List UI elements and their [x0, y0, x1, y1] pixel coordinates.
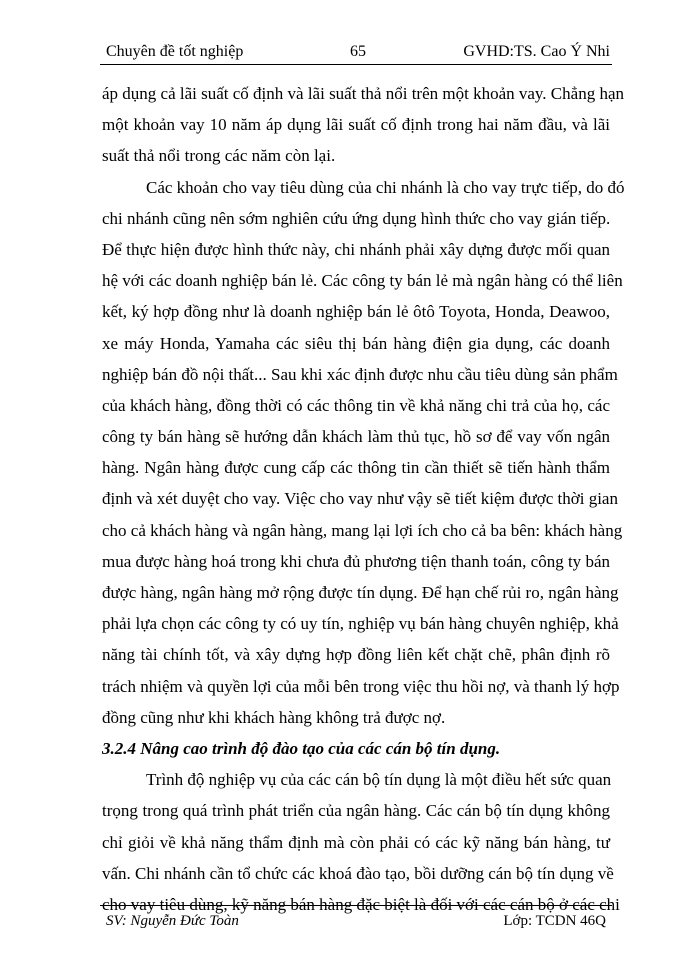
supervisor-name: GVHD:TS. Cao Ý Nhi [463, 43, 610, 60]
text-line: vấn. Chi nhánh cần tổ chức các khoá đào tạo, bồi dưỡng cán bộ tín dụng về [102, 863, 614, 883]
text-line: xe máy Honda, Yamaha các siêu thị bán hàng điện gia dụng, các doanh [102, 333, 610, 353]
page-header [100, 40, 612, 65]
text-line: mua được hàng hoá trong khi chưa đủ phương tiện thanh toán, công ty bán [102, 551, 610, 571]
text-line: chỉ giỏi về khả năng thẩm định mà còn phải có các kỹ năng bán hàng, tư [102, 832, 610, 852]
text-line: hệ với các doanh nghiệp bán lẻ. Các công ty bán lẻ mà ngân hàng có thể liên [102, 271, 623, 291]
text-line: một khoản vay 10 năm áp dụng lãi suất cố định trong hai năm đầu, và lãi [102, 115, 610, 135]
text-line: phải lựa chọn các công ty có uy tín, nghiệp vụ bán hàng chuyên nghiệp, khả [102, 614, 619, 634]
document-title: Chuyên đề tốt nghiệp [106, 43, 244, 60]
paragraph-2 [102, 172, 625, 733]
text-line: kết, ký hợp đồng như là doanh nghiệp bán lẻ ôtô Toyota, Honda, Deawoo, [102, 302, 610, 322]
text-line: cho cả khách hàng và ngân hàng, mang lại lợi ích cho cả ba bên: khách hàng [102, 520, 623, 540]
text-line: nghiệp bán đồ nội thất... Sau khi xác định được nhu cầu tiêu dùng sản phẩm [102, 364, 618, 384]
text-line: suất thả nổi trong các năm còn lại. [102, 146, 336, 166]
text-line: trách nhiệm và quyền lợi của mỗi bên trong việc thu hồi nợ, và thanh lý hợp [102, 676, 620, 696]
text-line: đồng cũng như khi khách hàng không trả được nợ. [102, 707, 446, 727]
page-footer [100, 905, 612, 930]
text-line: trọng trong quá trình phát triển của ngân hàng. Các cán bộ tín dụng không [102, 801, 610, 821]
text-line: Trình độ nghiệp vụ của các cán bộ tín dụng là một điều hết sức quan [146, 770, 612, 790]
text-line: hàng. Ngân hàng được cung cấp các thông tin cần thiết sẽ tiến hành thẩm [102, 458, 610, 478]
page-body [102, 78, 625, 920]
student-name: SV: Nguyễn Đức Toàn [106, 913, 239, 929]
class-name: Lớp: TCDN 46Q [503, 913, 606, 929]
text-line: được hàng, ngân hàng mở rộng được tín dụng. Để hạn chế rủi ro, ngân hàng [102, 583, 619, 602]
text-line: công ty bán hàng sẽ hướng dẫn khách làm thủ tục, hồ sơ để vay vốn ngân [102, 427, 610, 447]
text-line: Để thực hiện được hình thức này, chi nhánh phải xây dựng được mối quan [102, 239, 610, 259]
section-heading: 3.2.4 Nâng cao trình độ đào tạo của các cán bộ tín dụng. [102, 738, 501, 758]
text-line: năng tài chính tốt, và xây dựng hợp đồng liên kết chặt chẽ, phân định rõ [102, 645, 610, 665]
text-line: Các khoản cho vay tiêu dùng của chi nhánh là cho vay trực tiếp, do đó [146, 177, 625, 197]
page-number: 65 [350, 43, 366, 60]
text-line: chi nhánh cũng nên sớm nghiên cứu ứng dụng hình thức cho vay gián tiếp. [102, 208, 611, 228]
text-line: của khách hàng, đồng thời có các thông tin về khả năng chi trả của họ, các [102, 395, 610, 415]
text-line: áp dụng cả lãi suất cố định và lãi suất thả nổi trên một khoản vay. Chẳng hạn [102, 84, 624, 103]
text-line: cho vay tiêu dùng, kỹ năng bán hàng đặc biệt là đối với các cán bộ ở các chi [102, 894, 620, 914]
paragraph-3 [102, 764, 620, 920]
text-line: định và xét duyệt cho vay. Việc cho vay như vậy sẽ tiết kiệm được thời gian [102, 489, 618, 509]
paragraph-1 [102, 78, 624, 172]
